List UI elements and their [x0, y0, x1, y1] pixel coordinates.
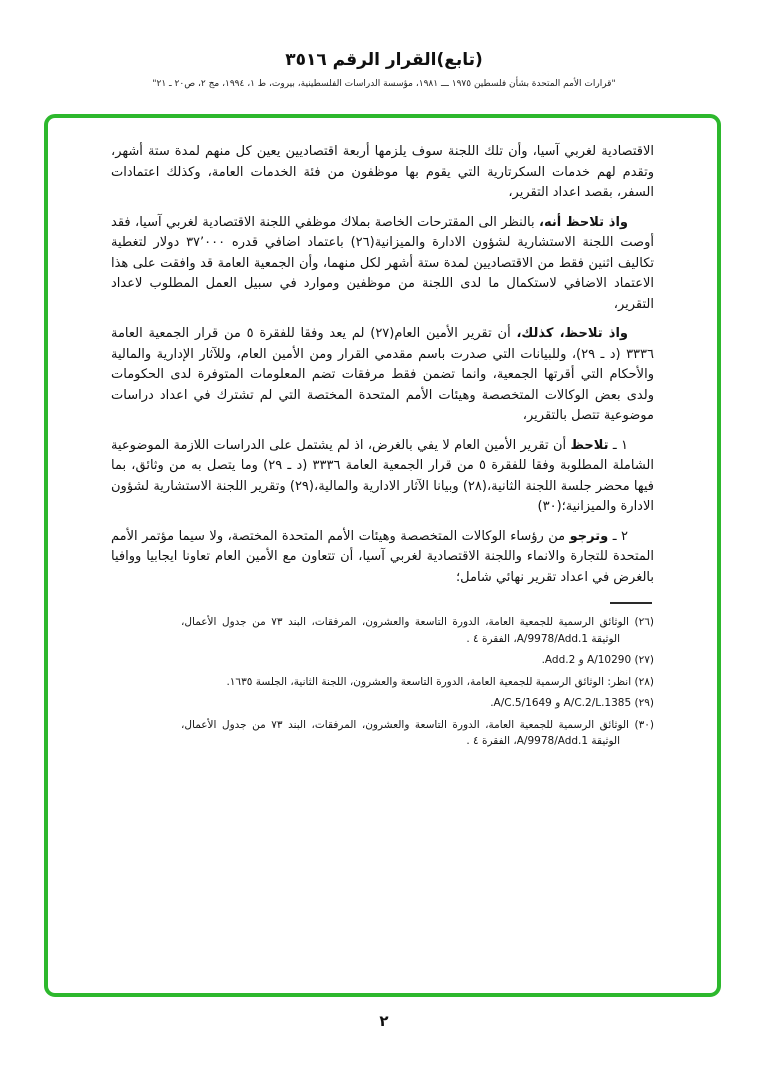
source-citation: "قرارات الأمم المتحدة بشأن فلسطين ١٩٧٥ ـــ ١٩٨١، مؤسسة الدراسات الفلسطينية، بيروت، ط ١، ١٩٩٤، مج ٢، ص٢٠ ـ ٢١"	[152, 79, 616, 89]
paragraph-text: بالنظر الى المقترحات الخاصة بملاك موظفي اللجنة الاقتصادية لغربي آسيا، فقد أوصت اللجنة الاستشارية لشؤون الادارة والميزانية(٢٦) باعتماد اضافي قدره ٣٧٬٠٠٠ دولار لتغطية تكاليف اثنين فقط من الاقتصاديين لمدة ستة أشهر لكل منهما، وأن الجمعية العامة قد وافقت على هذا الاعتماد الاضافي لاستكمال ما لدى اللجنة من موظفين وموارد في سبيل العمل المطلوب لاعداد التقرير،	[111, 214, 654, 312]
footnote-text: الوثائق الرسمية للجمعية العامة، الدورة التاسعة والعشرون، المرفقات، البند ٧٣ من جدول الأعمال، الوثيقة A/9978/Add.1، الفقرة ٤ .	[181, 616, 629, 645]
footnote-item	[181, 652, 654, 669]
footnote-item	[181, 695, 654, 712]
paragraph-lead: واذ تلاحظ أنه،	[539, 214, 628, 230]
footnote-marker: (٢٩)	[634, 697, 654, 709]
footnote-item	[181, 614, 654, 647]
footnote-text: الوثائق الرسمية للجمعية العامة، الدورة التاسعة والعشرون، المرفقات، البند ٧٣ من جدول الأعمال، الوثيقة A/9978/Add.1، الفقرة ٤ .	[181, 718, 629, 747]
resolution-body	[111, 142, 654, 588]
document-header	[0, 50, 768, 89]
footnote-text: انظر: الوثائق الرسمية للجمعية العامة، الدورة التاسعة والعشرون، اللجنة الثانية، الجلسة ١٦٣٥.	[226, 675, 632, 688]
body-paragraph	[111, 142, 654, 204]
paragraph-text: أن تقرير الأمين العام(٢٧) لم يعد وفقا للفقرة ٥ من قرار الجمعية العامة ٣٣٣٦ (د ـ ٢٩)، وللبيانات التي صدرت باسم مقدمي القرار ومن الأمين العام، وللآثار الإدارية والمالية والأحكام التي أقرتها الجمعية، وانما تضمن فقط مرفقات تضم المعلومات المتوفرة لدى الحكومات ولدى بعض الوكالات المتخصصة وهيئات الأمم المتحدة المختصة التي لم تشترك في اعداد دراسات موضوعية تتصل بالتقرير،	[111, 326, 654, 423]
paragraph-lead: تلاحظ	[570, 437, 609, 453]
footnote-item	[181, 674, 654, 691]
footnote-marker: (٢٨)	[634, 675, 654, 688]
page-number: ٢	[379, 1012, 389, 1030]
content-frame	[44, 114, 721, 997]
footnotes-section	[181, 614, 654, 750]
footnote-separator	[610, 602, 652, 604]
footnote-marker: (٢٧)	[634, 654, 654, 666]
footnote-marker: (٢٦)	[634, 616, 654, 628]
resolution-title: (تابع)القرار الرقم ٣٥١٦	[285, 50, 483, 70]
paragraph-lead: واذ تلاحظ، كذلك،	[516, 326, 628, 341]
paragraph-text: الاقتصادية لغربي آسيا، وأن تلك اللجنة سوف يلزمها أربعة اقتصاديين يعين كل منهم لمدة ستة أشهر، وتقدم لهم خدمات السكرتارية التي يقوم بها موظفون من فئة الخدمات العامة، وكذلك اعتمادات السفر، بقصد اعداد التقرير،	[111, 144, 654, 200]
footnote-text: A/C.2/L.1385 و A/C.5/1649.	[490, 697, 632, 709]
paragraph-number: ١ ـ	[608, 437, 628, 453]
footnote-text: A/10290 و Add.2.	[541, 654, 632, 666]
footnote-item	[181, 717, 654, 750]
paragraph-text: أن تقرير الأمين العام لا يفي بالغرض، اذ لم يشتمل على الدراسات اللازمة الموضوعية الشاملة المطلوبة وفقا للفقرة ٥ من قرار الجمعية العامة ٣٣٣٦ (د ـ ٢٩) وما يتصل به من وثائق، بما فيها محضر جلسة اللجنة الثانية،(٢٨) وبيانا الآثار الادارية والمالية،(٢٩) وتقرير اللجنة الاستشارية لشؤون الادارة والميزانية؛(٣٠)	[111, 437, 654, 514]
paragraph-text: من رؤساء الوكالات المتخصصة وهيئات الأمم المتحدة المختصة، ولا سيما مؤتمر الأمم المتحدة للتجارة والانماء واللجنة الاقتصادية لغربي آسيا، أن تتعاون مع الأمين العام تعاونا ايجابيا ووافيا بالغرض في اعداد تقرير نهائي شامل؛	[111, 528, 654, 585]
footnote-marker: (٣٠)	[634, 718, 654, 731]
body-paragraph	[111, 527, 654, 589]
paragraph-lead: وترجو	[569, 528, 609, 544]
body-paragraph	[111, 213, 654, 316]
body-paragraph	[111, 324, 654, 427]
paragraph-number: ٢ ـ	[608, 528, 628, 544]
body-paragraph	[111, 436, 654, 518]
